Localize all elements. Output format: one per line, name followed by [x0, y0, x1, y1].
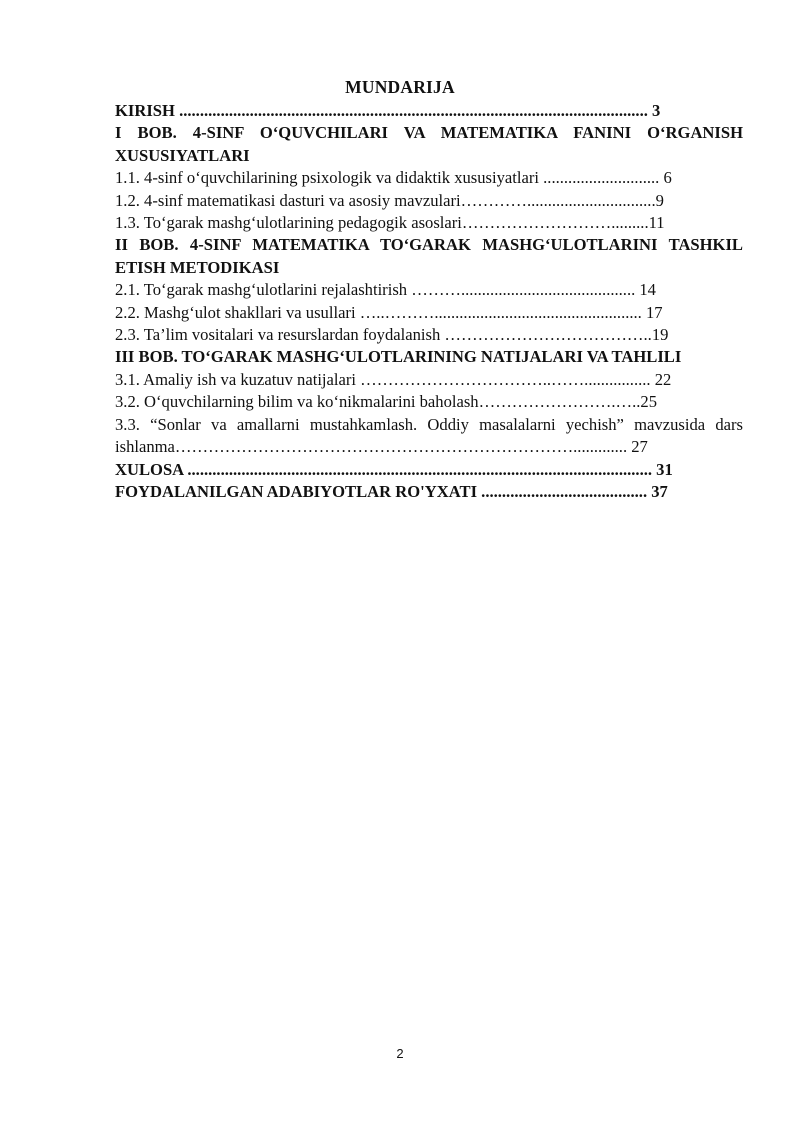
toc-entry-chapter-3: III BOB. TO‘GARAK MASHG‘ULOTLARINING NATIJALARI VA TAHLILI [115, 347, 682, 367]
toc-entry-1-3: 1.3. To‘garak mashg‘ulotlarining pedagogik asoslari……………………….........11 [115, 213, 665, 233]
toc-entry-3-2: 3.2. O‘quvchilarning bilim va ko‘nikmalarini baholash…………………….…..25 [115, 392, 657, 412]
table-of-contents [115, 100, 743, 503]
toc-entry-xulosa: XULOSA ................................................................................................................ 31 [115, 459, 673, 479]
page-number: 2 [396, 1046, 404, 1061]
toc-title: MUNDARIJA [345, 77, 455, 97]
toc-entry-3-3: 3.3. “Sonlar va amallarni mustahkamlash. Oddiy masalalarni yechish” mavzusida dars ishlanma………………………………………………………………............. 27 [115, 414, 743, 457]
toc-entry-kirish: KIRISH ................................................................................................................. 3 [115, 101, 661, 120]
toc-entry-3-1: 3.1. Amaliy ish va kuzatuv natijalari ……………………………..……................ 22 [115, 369, 672, 389]
toc-entry-1-1: 1.1. 4-sinf o‘quvchilarining psixologik va didaktik xususiyatlari ............................ 6 [115, 168, 672, 188]
toc-entry-references: FOYDALANILGAN ADABIYOTLAR RO'YXATI ........................................ 37 [115, 481, 668, 501]
toc-entry-chapter-2: II BOB. 4-SINF MATEMATIKA TO‘GARAK MASHG‘ULOTLARINI TASHKIL ETISH METODIKASI [115, 235, 743, 277]
toc-entry-2-2: 2.2. Mashg‘ulot shakllari va usullari …..……….................................................. 17 [115, 302, 663, 322]
toc-entry-1-2: 1.2. 4-sinf matematikasi dasturi va asosiy mavzulari…………...............................9 [115, 190, 664, 210]
toc-entry-2-1: 2.1. To‘garak mashg‘ulotlarini rejalashtirish ……….......................................... 14 [115, 280, 656, 300]
toc-entry-chapter-1: I BOB. 4-SINF O‘QUVCHILARI VA MATEMATIKA FANINI O‘RGANISH XUSUSIYATLARI [115, 123, 743, 165]
toc-entry-2-3: 2.3. Ta’lim vositalari va resurslardan foydalanish ………………………………..19 [115, 325, 669, 345]
